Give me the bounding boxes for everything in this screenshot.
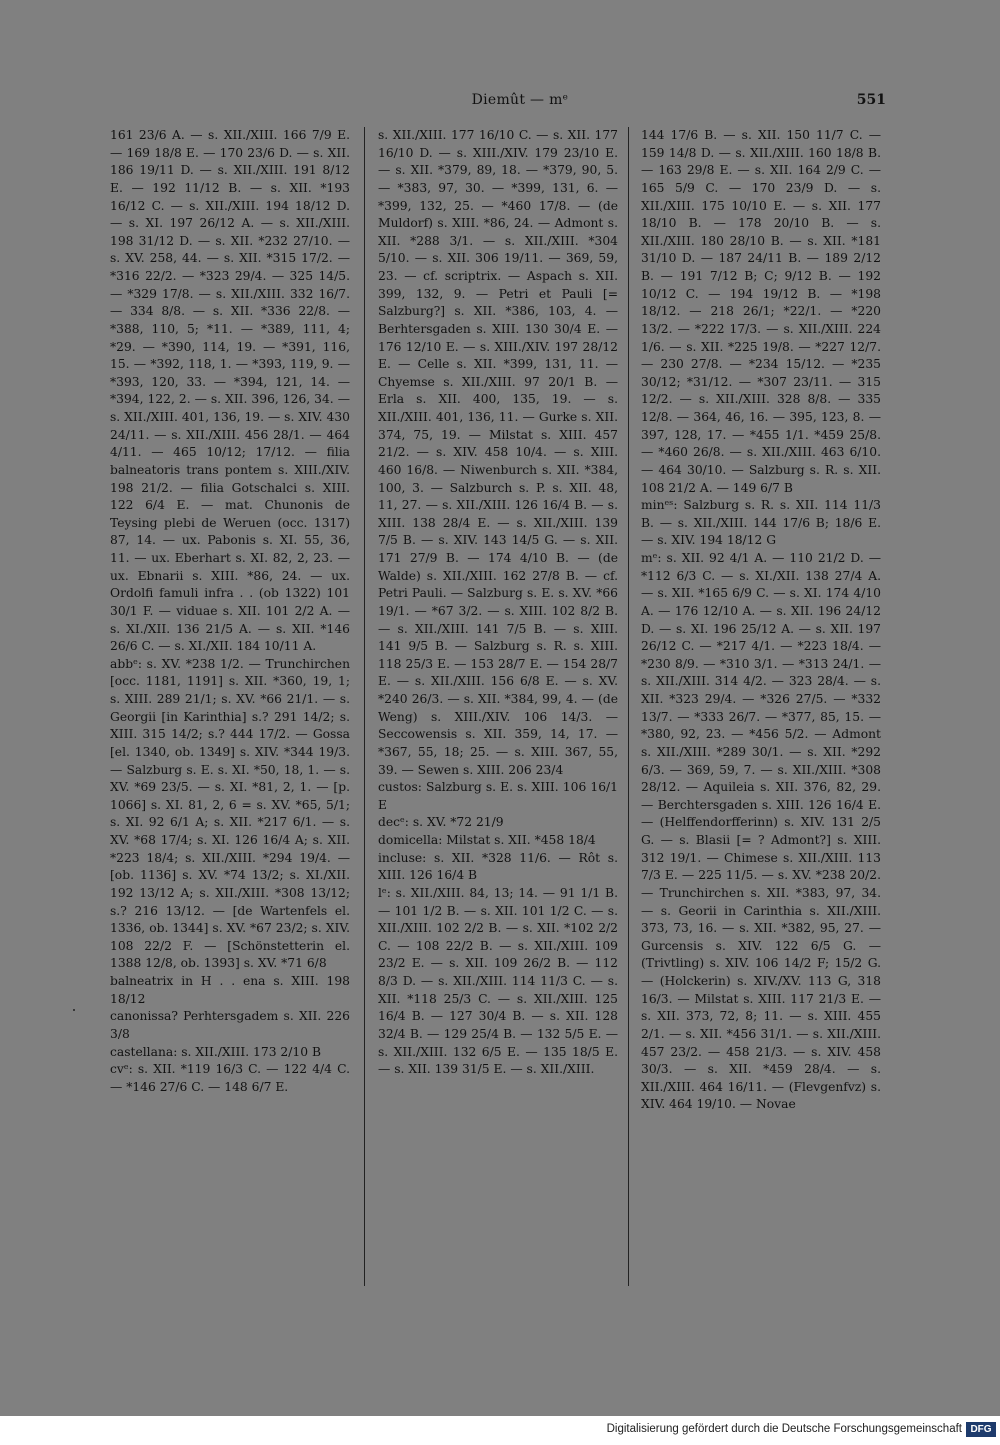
page-number: 551	[856, 92, 886, 108]
entry-paragraph: custos: Salzburg s. E. s. XIII. 106 16/1 E	[378, 780, 618, 812]
entry-paragraph: castellana: s. XII./XIII. 173 2/10 B	[110, 1044, 321, 1059]
footer-bar	[0, 1416, 1000, 1445]
entry-paragraph: mᵉ: s. XII. 92 4/1 A. — 110 21/2 D. — *112 6/3 C. — s. XI./XII. 138 27/4 A. — s. XII. *165 6/9 C. — s. XI. 174 4/10 A. — 176 12/10 A. — s. XII. 196 24/12 D. — s. XI. 196 25/12 A. — s. XII. 197 26/12 C. — *217 4/1. — *223 18/4. — *230 8/9. — *310 3/1. — *313 24/1. — s. XII./XIII. 314 4/2. — 323 28/4. — s. XII. *323 29/4. — *326 27/5. — *332 13/7. — *333 26/7. — *377, 85, 15. — *380, 92, 23. — *456 5/2. — Admont s. XII./XIII. *289 30/1. — s. XII. *292 6/3. — 369, 59, 7. — s. XII./XIII. *308 28/12. — Aquileia s. XII. 376, 82, 29. — Berchtersgaden s. XIII. 126 16/4 E. — (Helffendorfferinn) s. XIV. 131 2/5 G. — s. Blasii [= ? Admont?] s. XIII. 312 19/1. — Chimese s. XII./XIII. 113 7/3 E. — 225 11/5. — s. XV. *238 20/2. — Trunchirchen s. XII. *383, 97, 34. — s. Georii in Carinthia s. XII./XIII. 373, 73, 16. — s. XII. *382, 95, 27. — Gurcensis s. XIV. 122 6/5 G. — (Trivtling) s. XIV. 106 14/2 F; 15/2 G. — (Holckerin) s. XIV./XV. 113 G, 318 16/3. — Milstat s. XIII. 117 21/3 E. — s. XII. 373, 72, 8; 11. — s. XIII. 455 2/1. — s. XII. *456 31/1. — s. XII./XIII. 457 23/2. — 458 21/3. — s. XIV. 458 30/3. — s. XII. *459 28/4. — s. XII./XIII. 464 16/11. — (Flevgenfvz) s. XIV. 464 19/10. — Novae	[641, 551, 881, 1112]
margin-speck	[73, 1009, 75, 1011]
funding-note: Digitalisierung gefördert durch die Deutsche Forschungsgemeinschaft	[606, 1423, 962, 1435]
entry-paragraph: 144 17/6 B. — s. XII. 150 11/7 C. — 159 14/8 D. — s. XII./XIII. 160 18/8 B. — 163 29/8 E. — s. XII. 164 2/9 C. — 165 5/9 C. — 170 23/9 D. — s. XII./XIII. 175 10/10 E. — s. XII. 177 18/10 B. — 178 20/10 B. — s. XII./XIII. 180 28/10 B. — s. XII. *181 31/10 D. — 187 24/11 B. — 189 2/12 B. — 191 7/12 B; C; 9/12 B. — 192 10/12 C. — 194 19/12 B. — *198 18/12. — 218 26/1; *22/1. — *220 13/2. — *222 17/3. — s. XII./XIII. 224 1/6. — s. XII. *225 19/8. — *227 12/7. — 230 27/8. — *234 15/12. — *235 30/12; *31/12. — *307 23/11. — 315 12/2. — s. XII./XIII. 328 8/8. — 335 12/8. — 364, 46, 16. — 395, 123, 8. — 397, 128, 17. — *455 1/1. *459 25/8. — *460 26/8. — s. XII./XIII. 463 6/10. — 464 30/10. — Salzburg s. R. s. XII. 108 21/2 A. — 149 6/7 B	[641, 128, 881, 495]
text-column-3	[641, 127, 881, 1114]
entry-paragraph: incluse: s. XII. *328 11/6. — Rôt s. XIII. 126 16/4 B	[378, 850, 618, 883]
text-column-1	[110, 127, 350, 1096]
entry-paragraph: decᵉ: s. XV. *72 21/9	[378, 815, 504, 830]
column-divider	[628, 127, 629, 1286]
entry-paragraph: abbᵉ: s. XV. *238 1/2. — Trunchirchen [occ. 1181, 1191] s. XII. *360, 19, 1; s. XIII. 289 21/1; s. XV. *66 21/1. — s. Georgii [in Karinthia] s.? 291 14/2; s. XIII. 315 14/2; s.? 444 17/2. — Gossa [el. 1340, ob. 1349] s. XIV. *344 19/3. — Salzburg s. E. s. XI. *50, 18, 1. — s. XV. *69 23/5. — s. XI. *81, 2, 1. — [p. 1066] s. XI. 81, 2, 6 = s. XV. *65, 5/1; s. XI. 92 6/1 A; s. XII. *217 6/1. — s. XV. *68 17/4; s. XI. 126 16/4 A; s. XII. *223 18/4; s. XII./XIII. *294 19/4. — [ob. 1136] s. XV. *74 13/2; s. XI./XII. 192 13/12 A; s. XII./XIII. *308 13/12; s.? 216 13/12. — [de Wartenfels el. 1336, ob. 1344] s. XV. *67 23/2; s. XIV. 108 22/2 F. — [Schönstetterin el. 1388 12/8, ob. 1393] s. XV. *71 6/8	[110, 656, 350, 971]
entry-paragraph: lᵉ: s. XII./XIII. 84, 13; 14. — 91 1/1 B. — 101 1/2 B. — s. XII. 101 1/2 C. — s. XII./XIII. 102 2/2 B. — s. XII. *102 2/2 C. — 108 22/2 B. — s. XII./XIII. 109 23/2 E. — s. XII. 109 26/2 B. — 112 8/3 D. — s. XII./XIII. 114 11/3 C. — s. XII. *118 25/3 C. — s. XII./XIII. 125 16/4 B. — 127 30/4 B. — s. XII. 128 32/4 B. — 129 25/4 B. — 132 5/5 E. — s. XII./XIII. 132 6/5 E. — 135 18/5 E. — s. XII. 139 31/5 E. — s. XII./XIII.	[378, 885, 618, 1077]
dfg-logo: DFG	[966, 1422, 996, 1437]
entry-paragraph: 161 23/6 A. — s. XII./XIII. 166 7/9 E. — 169 18/8 E. — 170 23/6 D. — s. XII. 186 19/11 D. — s. XII./XIII. 191 8/12 E. — 192 11/12 B. — s. XII. *193 16/12 C. — s. XII./XIII. 194 18/12 D. — s. XI. 197 26/12 A. — s. XII./XIII. 198 31/12 D. — s. XII. *232 27/10. — s. XV. 258, 44. — s. XII. *315 17/2. — *316 22/2. — *323 29/4. — 325 14/5. — *329 17/8. — s. XII./XIII. 332 16/7. — 334 8/8. — s. XII. *336 22/8. — *388, 110, 5; *11. — *389, 111, 4; *29. — *390, 114, 19. — *391, 116, 15. — *392, 118, 1. — *393, 119, 9. — *393, 120, 33. — *394, 121, 14. — *394, 122, 2. — s. XII. 396, 126, 34. — s. XII./XIII. 401, 136, 19. — s. XIV. 430 24/11. — s. XII./XIII. 456 28/1. — 464 4/11. — 465 10/12; 17/12. — filia balneatoris trans pontem s. XIII./XIV. 198 21/2. — filia Gotschalci s. XIII. 122 6/4 E. — mat. Chunonis de Teysing plebi de Weruen (occ. 1317) 87, 14. — ux. Pabonis s. XI. 55, 36, 11. — ux. Eberhart s. XI. 82, 2, 23. — ux. Ebnarii s. XIII. *86, 24. — ux. Ordolfi famuli infra . . (ob 1322) 101 30/1 F. — viduae s. XII. 101 2/2 A. — s. XI./XII. 136 21/5 A. — s. XII. *146 26/6 C. — s. XI./XII. 184 10/11 A.	[110, 128, 350, 654]
running-title: Diemût — mᵉ	[471, 92, 569, 108]
entry-paragraph: s. XII./XIII. 177 16/10 C. — s. XII. 177 16/10 D. — s. XIII./XIV. 179 23/10 E. — s. XII. *379, 89, 18. — *379, 90, 5. — *383, 97, 30. — *399, 131, 6. — *399, 132, 25. — *460 17/8. — (de Muldorf) s. XIII. *86, 24. — Admont s. XII. *288 3/1. — s. XII./XIII. *304 5/10. — s. XII. 306 19/11. — 369, 59, 23. — cf. scriptrix. — Aspach s. XII. 399, 132, 9. — Petri et Pauli [= Salzburg?] s. XII. *386, 103, 4. — Berhtersgaden s. XIII. 130 30/4 E. — 176 12/10 E. — s. XIII./XIV. 197 28/12 E. — Celle s. XII. *399, 131, 11. — Chyemse s. XII./XIII. 97 20/1 B. — Erla s. XII. 400, 135, 19. — s. XII./XIII. 401, 136, 11. — Gurke s. XII. 374, 75, 19. — Milstat s. XIII. 457 21/2. — s. XIV. 458 10/4. — s. XIII. 460 16/8. — Niwenburch s. XII. *384, 100, 3. — Salzburch s. P. s. XII. 48, 11, 27. — s. XII./XIII. 126 16/4 B. — s. XIII. 138 28/4 E. — s. XII./XIII. 139 7/5 B. — s. XIV. 143 14/5 G. — s. XII. 171 27/9 B. — 174 4/10 B. — (de Walde) s. XII./XIII. 162 27/8 B. — cf. Petri Pauli. — Salzburg s. E. s. XV. *66 19/1. — *67 3/2. — s. XIII. 102 8/2 B. — s. XII./XIII. 141 7/5 B. — s. XIII. 141 9/5 B. — Salzburg s. R. s. XIII. 118 25/3 E. — 153 28/7 E. — 154 28/7 E. — s. XII./XIII. 156 6/8 E. — s. XV. *240 26/3. — s. XII. *384, 99, 4. — (de Weng) s. XIII./XIV. 106 14/3. — Seccowensis s. XII. 359, 14, 17. — *367, 55, 18; 25. — s. XIII. 367, 55, 39. — Sewen s. XIII. 206 23/4	[378, 128, 618, 777]
entry-paragraph: cvᵉ: s. XII. *119 16/3 C. — 122 4/4 C. — *146 27/6 C. — 148 6/7 E.	[110, 1062, 350, 1094]
entry-paragraph: canonissa? Perhtersgadem s. XII. 226 3/8	[110, 1009, 350, 1041]
entry-paragraph: balneatrix in H . . ena s. XIII. 198 18/12	[110, 974, 350, 1006]
entry-paragraph: domicella: Milstat s. XII. *458 18/4	[378, 833, 596, 847]
text-column-2	[378, 127, 618, 1079]
column-divider	[364, 127, 365, 1286]
entry-paragraph: minᵉˢ: Salzburg s. R. s. XII. 114 11/3 B. — s. XII./XIII. 144 17/6 B; 18/6 E. — s. XIV. 194 18/12 G	[641, 498, 881, 548]
